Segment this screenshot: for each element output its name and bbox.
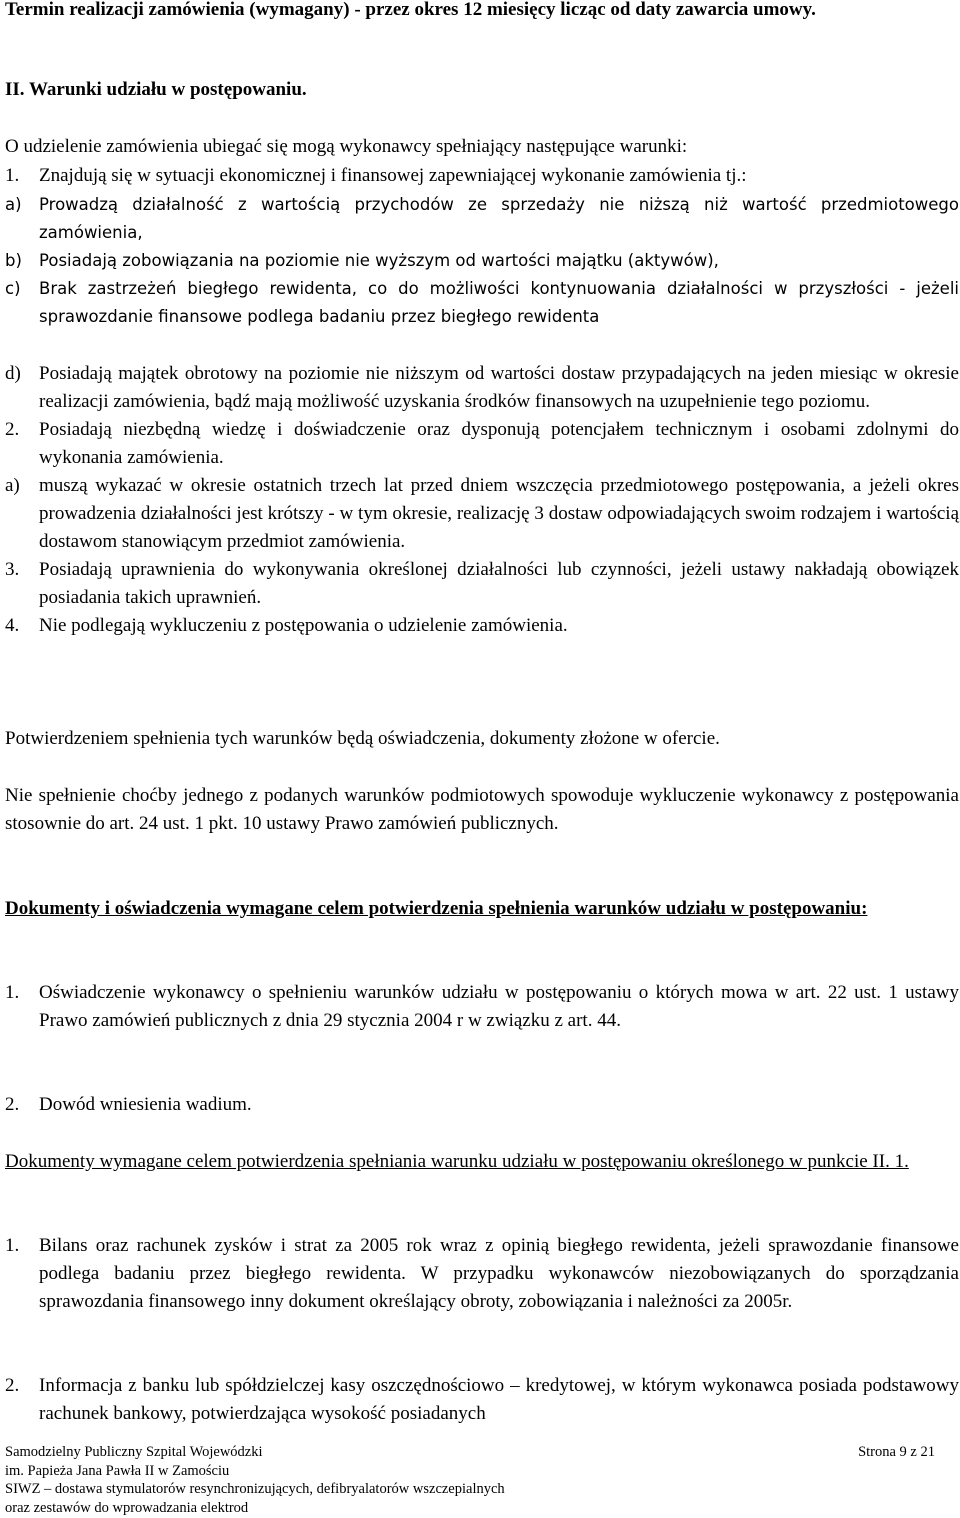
confirmation-paragraph: Potwierdzeniem spełnienia tych warunków będą oświadczenia, dokumenty złożone w ofercie. [5,728,720,749]
item-text: Bilans oraz rachunek zysków i strat za 2005 rok wraz z opinią biegłego rewidenta, jeżeli sprawozdanie finansowe podlega badaniu przez biegłego rewidenta. W przypadku wykonawców niezobowiązanych do sporządzania sprawozdania finansowego inny dokument określający obroty, zobowiązania i należności za 2005r. [39,1235,959,1312]
footer-hospital-address: im. Papieża Jana Pawła II w Zamościu [5,1462,230,1479]
item-number: 1. [5,1235,20,1256]
item-label: c) [5,279,21,298]
footer-hospital-name: Samodzielny Publiczny Szpital Wojewódzki [5,1444,263,1460]
document-ii1-2 [5,1372,959,1428]
footer-siwz-title: SIWZ – dostawa stymulatorów resynchronizujących, defibryalatorów wszczepialnych [5,1481,505,1497]
condition-1 [5,162,959,190]
condition-1b [5,247,959,275]
item-text: Oświadczenie wykonawcy o spełnieniu warunków udziału w postępowaniu o których mowa w art. 22 ust. 1 ustawy Prawo zamówień publicznych z dnia 29 stycznia 2004 r w związku z art. 44. [39,982,959,1031]
item-text: Posiadają uprawnienia do wykonywania określonej działalności lub czynności, jeżeli ustawy nakładają obowiązek posiadania takich uprawnień. [39,559,959,608]
page-number: Strona 9 z 21 [858,1444,935,1460]
conditions-block [5,360,959,640]
item-number: 3. [5,559,20,580]
documents-heading: Dokumenty i oświadczenia wymagane celem potwierdzenia spełnienia warunków udziału w postępowaniu: [5,898,868,919]
exclusion-paragraph: Nie spełnienie choćby jednego z podanych warunków podmiotowych spowoduje wykluczenie wykonawcy z postępowania stosownie do art. 24 ust. 1 pkt. 10 ustawy Prawo zamówień publicznych. [5,785,959,834]
item-text: Posiadają majątek obrotowy na poziomie nie niższym od wartości dostaw przypadających na jeden miesiąc w okresie realizacji zamówienia, bądź mają możliwość uzyskania środków finansowych na uzupełnienie tego poziomu. [39,363,959,412]
item-label: b) [5,251,22,270]
document-1 [5,979,959,1035]
item-text: Nie podlegają wykluczeniu z postępowania o udzielenie zamówienia. [39,615,568,636]
item-text: Posiadają niezbędną wiedzę i doświadczenie oraz dysponują potencjałem technicznym i osobami zdolnymi do wykonania zamówienia. [39,419,959,468]
condition-3 [5,556,959,612]
conditions-intro: O udzielenie zamówienia ubiegać się mogą wykonawcy spełniający następujące warunki: [5,136,688,157]
item-text: Informacja z banku lub spółdzielczej kasy oszczędnościowo – kredytowej, w którym wykonawca posiada podstawowy rachunek bankowy, potwierdzająca wysokość posiadanych [39,1375,959,1424]
item-text: Dowód wniesienia wadium. [39,1094,252,1115]
documents-ii1-heading: Dokumenty wymagane celem potwierdzenia spełniania warunku udziału w postępowaniu określonego w punkcie II. 1. [5,1151,909,1172]
document-ii1-1 [5,1232,959,1316]
footer-siwz-title-cont: oraz zestawów do wprowadzania elektrod [5,1499,249,1516]
condition-2a [5,472,959,556]
condition-1c [5,275,959,331]
condition-1d [5,360,959,416]
item-label: a) [5,475,20,496]
item-number: 1. [5,982,20,1003]
condition-4 [5,612,959,640]
item-text: muszą wykazać w okresie ostatnich trzech lat przed dniem wszczęcia przedmiotowego postępowania, a jeżeli okres prowadzenia działalności jest krótszy - w tym okresie, realizację 3 dostaw odpowiadających swoim rodzajem i wartością dostawom stanowiącym przedmiot zamówienia. [39,475,959,552]
page-footer [5,1443,935,1517]
document-2 [5,1091,959,1119]
item-label: a) [5,195,22,214]
item-number: 2. [5,419,20,440]
item-label: d) [5,363,21,384]
item-text: Posiadają zobowiązania na poziomie nie wyższym od wartości majątku (aktywów), [39,251,719,270]
item-text: Znajdują się w sytuacji ekonomicznej i finansowej zapewniającej wykonanie zamówienia tj.: [39,165,747,186]
item-number: 4. [5,615,20,636]
item-number: 2. [5,1375,20,1396]
condition-2 [5,416,959,472]
term-paragraph: Termin realizacji zamówienia (wymagany) - przez okres 12 miesięcy licząc od daty zawarcia umowy. [5,0,816,20]
item-number: 1. [5,165,20,186]
item-number: 2. [5,1094,20,1115]
section-heading-conditions: II. Warunki udziału w postępowaniu. [5,79,307,100]
item-text: Brak zastrzeżeń biegłego rewidenta, co do możliwości kontynuowania działalności w przyszłości - jeżeli sprawozdanie finansowe podlega badaniu przez biegłego rewidenta [39,279,959,326]
condition-1-subitems [5,191,959,331]
item-text: Prowadzą działalność z wartością przychodów ze sprzedaży nie niższą niż wartość przedmiotowego zamówienia, [39,195,959,242]
condition-1a [5,191,959,247]
